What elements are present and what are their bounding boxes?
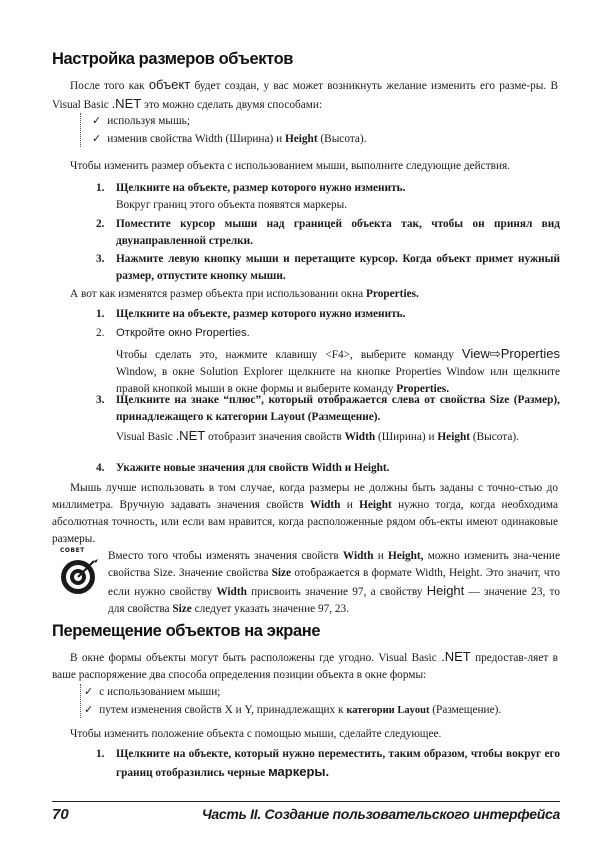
mouse-intro: Чтобы изменить размер объекта с использованием мыши, выполните следующие действия. <box>70 160 511 172</box>
checkmark-icon: ✓ <box>92 132 102 145</box>
prop-step-2-note <box>116 345 560 398</box>
tip-text-c: можно изменить зна-чение свойства Size. Значение свойства <box>108 550 560 579</box>
move-net: .NET <box>441 649 471 664</box>
tip-target-icon <box>56 548 100 598</box>
tip-text-g: следует указать значение 97, 23. <box>191 603 350 615</box>
intro-text-e: это можно сделать двумя способами: <box>141 99 323 111</box>
tip-text-f: — значение 23, то для свойства <box>108 586 560 615</box>
step-text: Нажмите левую кнопку мыши и перетащите курсор. Когда объект примет нужный размер, отпустите кнопку мыши. <box>116 253 560 282</box>
para-height: Height <box>359 499 392 511</box>
checkmark-icon: ✓ <box>92 114 102 127</box>
step-number: 1. <box>96 182 105 194</box>
section-heading-move: Перемещение объектов на экране <box>52 622 321 640</box>
tip-width-2: Width <box>216 586 247 598</box>
checkmark-icon: ✓ <box>84 703 94 716</box>
prop-step-3 <box>96 392 560 426</box>
bullet-xy-props <box>84 701 501 719</box>
step-markers-word: маркеры. <box>268 764 330 779</box>
step-text: Щелкните на объекте, размер которого нужно изменить. <box>116 308 406 320</box>
mouse-step-3 <box>96 251 560 285</box>
bullet-text: путем изменения свойств X и Y, принадлежащих к <box>99 704 347 716</box>
bullet-tail: (Высота). <box>317 133 367 145</box>
tip-label: СОВЕТ <box>60 547 85 554</box>
bullet-use-mouse <box>92 112 190 130</box>
checkmark-icon: ✓ <box>84 685 94 698</box>
move-intro <box>52 648 558 684</box>
step-text: Щелкните на знаке “плюс”, который отображается слева от свойства Size (Размер), принадлежащего к категории Layout (Размещение). <box>116 394 560 423</box>
bullet-tail: (Размещение). <box>429 704 502 716</box>
tip-size: Size <box>271 567 292 579</box>
running-footer-title: Часть II. Создание пользовательского интерфейса <box>201 806 560 822</box>
step-number: 1. <box>96 308 105 320</box>
bullet-change-props <box>92 130 367 148</box>
bullet-bold-height: Height <box>284 133 318 145</box>
para-width: Width <box>309 499 341 511</box>
note-text-c: (Ширина) и <box>375 431 438 443</box>
mouse-step-2 <box>96 216 560 250</box>
bullet-with-mouse <box>84 683 220 701</box>
mouse-step-1-note: Вокруг границ этого объекта появятся маркеры. <box>116 199 348 211</box>
bullet-text: изменив свойства Width (Ширина) и <box>107 133 285 145</box>
tip-text-b: и <box>373 550 389 562</box>
footer-rule <box>52 801 560 802</box>
step-number: 3. <box>96 394 105 406</box>
para-text-a: Мышь лучше использовать в том случае, когда размеры не должны быть заданы с точно-стью до миллиметра. Вручную задавать значения свойств <box>52 482 558 511</box>
tip-height-2: Height <box>426 583 465 598</box>
move-mouse-intro: Чтобы изменить положение объекта с помощью мыши, сделайте следующее. <box>70 728 442 740</box>
note-width: Width <box>344 431 376 443</box>
step-text: Щелкните на объекте, который нужно переместить, таким образом, чтобы вокруг его границ отобразились черные <box>116 748 560 779</box>
tip-text-d: отображается в формате Width, Height. Это значит, что если нужно свойству <box>108 567 561 598</box>
intro-text-a: После того как <box>70 80 149 92</box>
bullet-text: используя мышь; <box>107 115 190 127</box>
move-text-a: В окне формы объекты могут быть расположены где угодно. Visual Basic <box>70 652 442 664</box>
tip-width: Width <box>342 550 374 562</box>
mouse-vs-manual-paragraph <box>52 480 558 548</box>
prop-step-2 <box>96 325 560 342</box>
tip-size-2: Size <box>172 603 192 615</box>
move-step-1 <box>96 746 560 782</box>
tip-text-e: присвоить значение 97, а свойству <box>246 586 427 598</box>
step-number: 4. <box>96 462 105 474</box>
properties-command: Properties. <box>396 383 450 395</box>
note-text-a: Visual Basic <box>116 431 176 443</box>
section-heading-resize: Настройка размеров объектов <box>52 50 293 68</box>
step-text: Поместите курсор мыши над границей объекта так, чтобы он принял вид двунаправленной стрелки. <box>116 218 560 247</box>
bullet-category-layout: категории Layout <box>346 705 430 716</box>
step-text: Откройте окно Properties. <box>116 327 250 339</box>
note-height: Height <box>437 431 471 443</box>
note-net: .NET <box>175 428 206 443</box>
note-text-d: (Высота). <box>470 431 519 443</box>
properties-word: Properties. <box>366 288 419 300</box>
bullet-margin-dots <box>80 113 83 147</box>
step-number: 2. <box>96 218 105 230</box>
prop-step-1 <box>96 306 560 323</box>
mouse-step-1 <box>96 180 560 197</box>
tip-paragraph <box>108 548 560 618</box>
prop-step-3-note <box>116 427 560 446</box>
bullet-margin-dots <box>80 684 83 718</box>
properties-intro-text: А вот как изменятся размер объекта при использовании окна <box>70 288 367 300</box>
step-text: Укажите новые значения для свойств Width и Height. <box>116 462 390 474</box>
step-number: 1. <box>96 748 105 760</box>
intro-text-c: будет создан, у вас может возникнуть желание изменить его разме-ры. В Visual Basic <box>52 80 558 111</box>
para-text-c: нужно тогда, когда необходима абсолютная точность, или если вам нравится, когда расположенные рядом объ-екты имеют одинаковые размеры. <box>52 499 558 545</box>
menu-command-view-properties: View⇨Properties <box>461 346 560 361</box>
note-text-a: Чтобы сделать это, нажмите клавишу <F4>, выберите команду <box>116 349 462 361</box>
note-text-b: Window, в окне Solution Explorer щелкните на кнопке Properties Window или щелкните правой кнопкой мыши в окне формы и выберите команду <box>116 366 560 395</box>
tip-text-a: Вместо того чтобы изменять значения свойств <box>108 550 343 562</box>
para-text-b: и <box>340 499 360 511</box>
step-number: 3. <box>96 253 105 265</box>
properties-intro <box>52 286 558 303</box>
bullet-text: с использованием мыши; <box>99 686 221 698</box>
page-number: 70 <box>52 806 69 823</box>
intro-net: .NET <box>111 96 142 111</box>
step-number: 2. <box>96 327 105 339</box>
tip-height: Height, <box>388 550 424 562</box>
step-text: Щелкните на объекте, размер которого нужно изменить. <box>116 182 406 194</box>
move-text-b: предостав-ляет в ваше распоряжение два способа определения позиции объекта в окне формы: <box>52 652 559 681</box>
note-text-b: отобразит значения свойств <box>205 431 345 443</box>
prop-step-4 <box>96 460 560 477</box>
intro-paragraph <box>52 76 558 114</box>
intro-object-word: объект <box>148 77 191 92</box>
